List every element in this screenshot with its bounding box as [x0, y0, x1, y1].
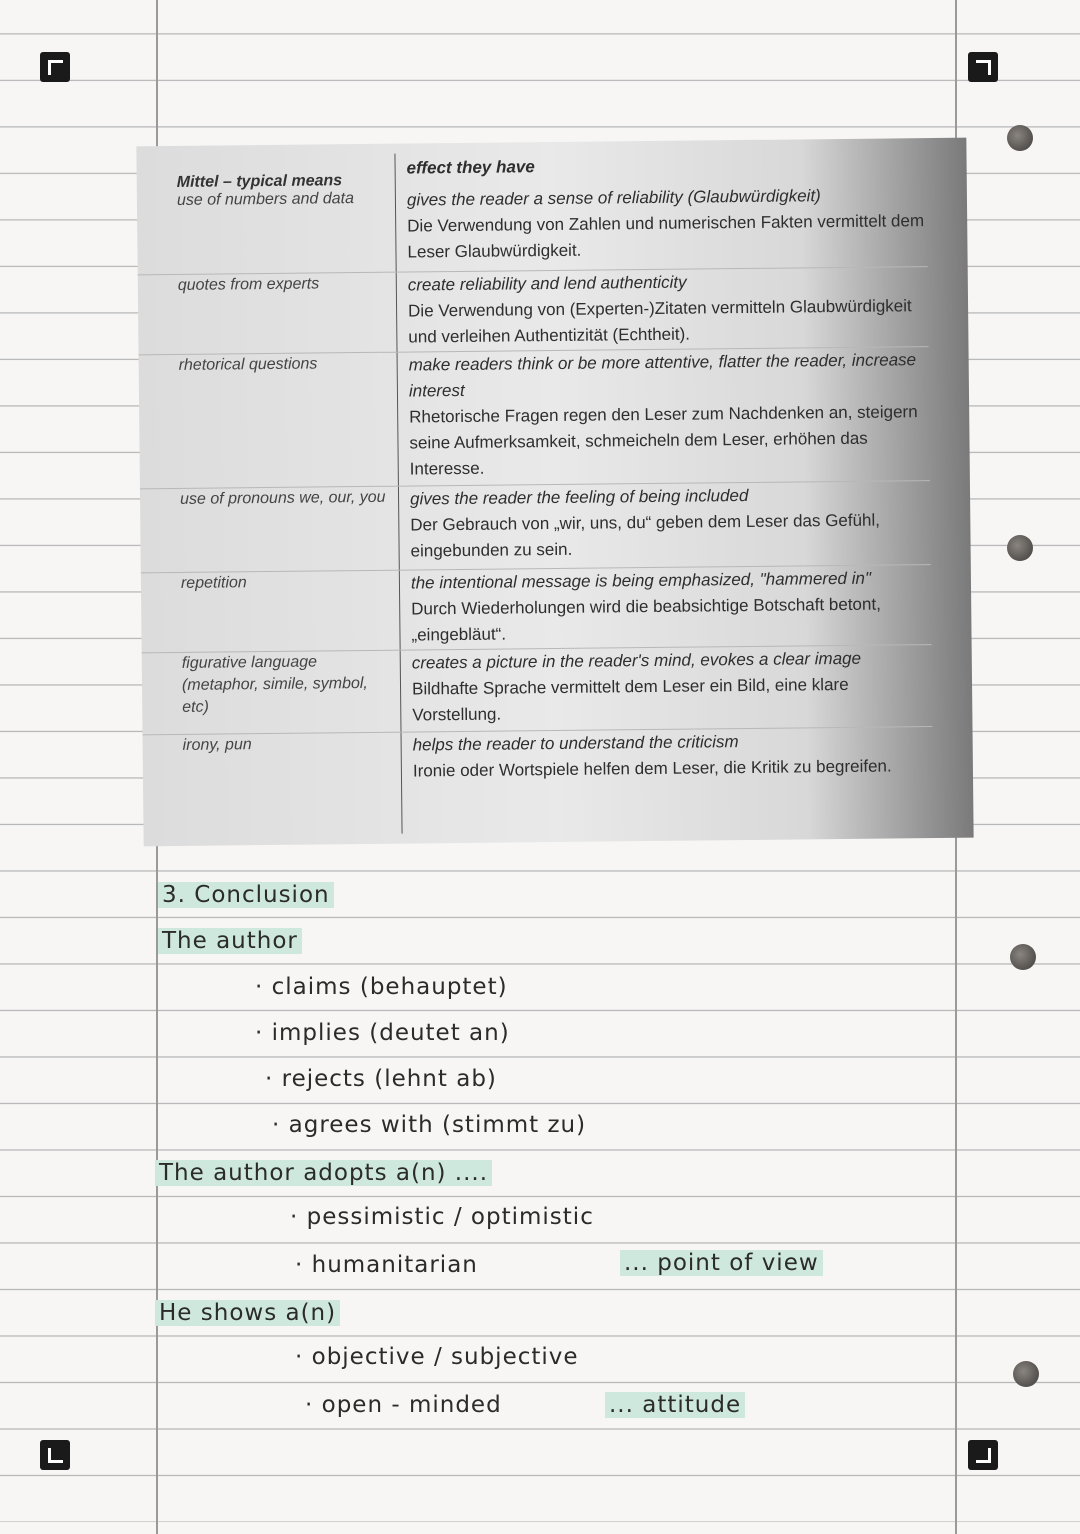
notes-heading	[158, 882, 334, 908]
note-line: He shows a(n)	[155, 1300, 340, 1326]
table-row	[138, 266, 928, 347]
note-line: · objective / subjective	[295, 1344, 579, 1370]
means-cell: figurative language (metaphor, simile, symbol, etc)	[181, 653, 368, 716]
effect-cell	[410, 481, 931, 564]
note-line: · pessimistic / optimistic	[290, 1204, 594, 1230]
corner-marker-icon	[40, 52, 70, 82]
note-line: · implies (deutet an)	[255, 1020, 510, 1046]
corner-marker-icon	[968, 1440, 998, 1470]
punch-hole	[1007, 535, 1033, 561]
note-line: ... attitude	[605, 1392, 745, 1418]
table-row	[143, 726, 933, 781]
glued-table-printout	[136, 138, 973, 847]
effect-english: make readers think or be more attentive, flatter the reader, increase interest	[408, 350, 917, 401]
table-row	[140, 480, 930, 561]
effect-cell	[412, 645, 933, 728]
effect-english: creates a picture in the reader's mind, evokes a clear image	[411, 648, 862, 673]
effect-german: Durch Wiederholungen wird die beabsichtige Botschaft betont, „eingebläut“.	[411, 594, 881, 645]
punch-hole	[1013, 1361, 1039, 1387]
effect-german: Die Verwendung von Zahlen und numerischen Fakten vermittelt dem Leser Glaubwürdigkeit.	[407, 211, 925, 262]
effect-german: Die Verwendung von (Experten-)Zitaten vermitteln Glaubwürdigkeit und verleihen Authentizität (Echtheit).	[407, 296, 912, 347]
effect-german: Ironie oder Wortspiele helfen dem Leser, die Kritik zu begreifen.	[412, 756, 892, 781]
effect-german: Rhetorische Fragen regen den Leser zum Nachdenken an, steigern seine Aufmerksamkeit, schmeicheln dem Leser, erhöhen das Interesse.	[409, 402, 918, 479]
note-line: · rejects (lehnt ab)	[265, 1066, 497, 1092]
punch-hole	[1007, 125, 1033, 151]
corner-marker-icon	[968, 52, 998, 82]
means-cell: rhetorical questions	[178, 355, 318, 374]
note-line: · humanitarian	[295, 1252, 478, 1278]
header-effect: effect they have	[406, 157, 535, 178]
note-line: The author	[158, 928, 302, 954]
note-line: · agrees with (stimmt zu)	[272, 1112, 587, 1138]
effect-cell	[411, 565, 932, 648]
means-cell: use of numbers and data	[176, 190, 355, 209]
header-means: Mittel – typical means	[176, 172, 343, 191]
means-cell: irony, pun	[182, 736, 252, 754]
effect-english: helps the reader to understand the criticism	[412, 732, 739, 755]
means-cell: use of pronouns we, our, you	[179, 488, 386, 508]
means-cell: quotes from experts	[177, 275, 320, 294]
effect-cell	[407, 182, 928, 265]
note-line: · claims (behauptet)	[255, 974, 508, 1000]
punch-hole	[1010, 944, 1036, 970]
table-row	[141, 564, 931, 645]
effect-english: gives the reader the feeling of being included	[409, 485, 749, 509]
note-line: ... point of view	[620, 1250, 823, 1276]
note-line: · open - minded	[305, 1392, 502, 1418]
effect-english: the intentional message is being emphasized, "hammered in"	[410, 568, 872, 593]
note-line: The author adopts a(n) ....	[155, 1160, 492, 1186]
effect-cell	[413, 727, 934, 784]
conclusion-heading: 3. Conclusion	[158, 882, 334, 908]
table-header	[136, 150, 926, 191]
means-cell: repetition	[180, 574, 247, 592]
effect-german: Bildhafte Sprache vermittelt dem Leser ein Bild, eine klare Vorstellung.	[411, 674, 849, 725]
effect-cell	[409, 347, 930, 482]
effect-english: gives the reader a sense of reliability (Glaubwürdigkeit)	[406, 186, 821, 210]
corner-marker-icon	[40, 1440, 70, 1470]
effect-cell	[408, 267, 929, 350]
effect-german: Der Gebrauch von „wir, uns, du“ geben dem Leser das Gefühl, eingebunden zu sein.	[410, 510, 881, 561]
effect-english: create reliability and lend authenticity	[407, 272, 687, 295]
